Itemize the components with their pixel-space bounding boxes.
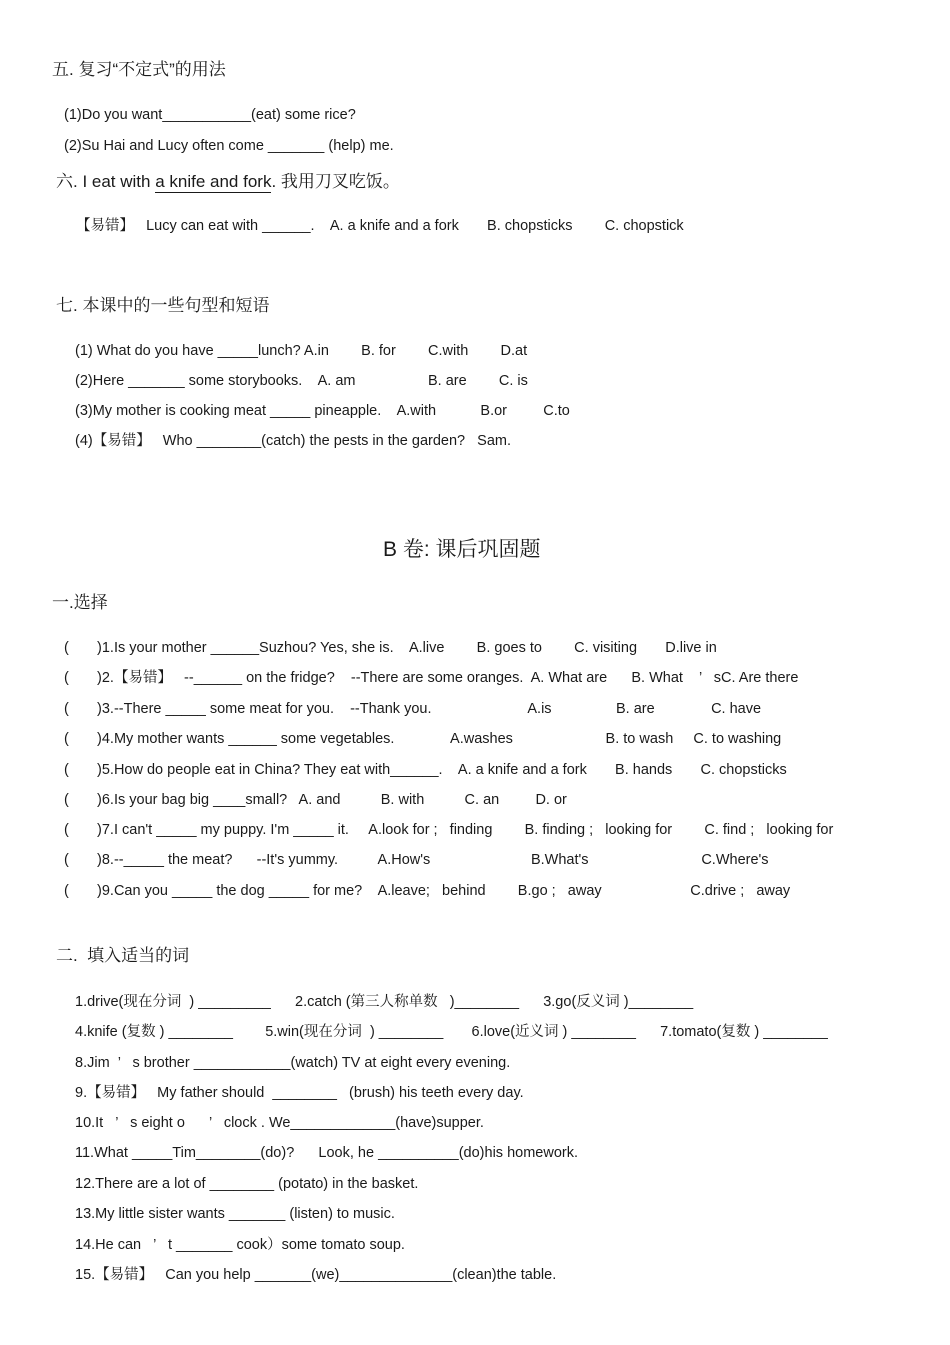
exercise-line: (1)Do you want___________(eat) some rice? — [64, 107, 356, 123]
section7-heading: 七. 本课中的一些句型和短语 — [56, 296, 270, 315]
choice-item: ( )4.My mother wants ______ some vegetables. A.washes B. to wash C. to washing — [64, 731, 782, 747]
fill-item: 4.knife (复数 ) ________ 5.win(现在分词 ) ________ 6.love(近义词 ) ________ 7.tomato(复数 ) ________ — [75, 1024, 828, 1040]
exercise-line: (2)Su Hai and Lucy often come _______ (help) me. — [64, 138, 394, 154]
choice-item: ( )1.Is your mother ______Suzhou? Yes, she is. A.live B. goes to C. visiting D.live in — [64, 640, 717, 656]
fill-item: 8.Jim ’ s brother ____________(watch) TV at eight every evening. — [75, 1055, 511, 1071]
part-b-title: B 卷: 课后巩固题 — [383, 538, 541, 561]
fill-item: 13.My little sister wants _______ (listen) to music. — [75, 1206, 395, 1222]
choice-item: ( )3.--There _____ some meat for you. --Thank you. A.is B. are C. have — [64, 701, 762, 717]
choice-heading: 一.选择 — [52, 593, 108, 612]
fill-heading: 二. 填入适当的词 — [56, 946, 190, 965]
exercise-line: 【易错】 Lucy can eat with ______. A. a knife and a fork B. chopsticks C. chopstick — [76, 218, 684, 234]
choice-item: ( )6.Is your bag big ____small? A. and B. with C. an D. or — [64, 792, 567, 808]
fill-item: 15.【易错】 Can you help _______(we)______________(clean)the table. — [75, 1267, 557, 1283]
exercise-line: (4)【易错】 Who ________(catch) the pests in the garden? Sam. — [75, 433, 512, 449]
section6-heading-underlined: a knife and fork — [155, 172, 272, 191]
section6-heading — [56, 173, 400, 191]
fill-item: 10.It ’ s eight o ’ clock . We_____________(have)supper. — [75, 1115, 484, 1131]
section5-heading: 五. 复习“不定式”的用法 — [52, 60, 226, 79]
exercise-line: (3)My mother is cooking meat _____ pineapple. A.with B.or C.to — [75, 403, 570, 419]
fill-item: 9.【易错】 My father should ________ (brush) his teeth every day. — [75, 1085, 524, 1101]
section6-heading-prefix: 六. I eat with — [56, 172, 156, 191]
fill-item: 14.He can ’ t _______ cook）some tomato soup. — [75, 1237, 405, 1253]
exercise-line: (2)Here _______ some storybooks. A. am B. are C. is — [75, 373, 528, 389]
choice-item: ( )2.【易错】 --______ on the fridge? --There are some oranges. A. What are B. What ’ sC. Are there — [64, 670, 799, 686]
choice-item: ( )9.Can you _____ the dog _____ for me? A.leave; behind B.go ; away C.drive ; away — [64, 883, 791, 899]
fill-item: 1.drive(现在分词 ) _________ 2.catch (第三人称单数 )________ 3.go(反义词 )________ — [75, 994, 694, 1010]
fill-item: 12.There are a lot of ________ (potato) in the basket. — [75, 1176, 419, 1192]
choice-item: ( )7.I can't _____ my puppy. I'm _____ it. A.look for ; finding B. finding ; looking for C. find ; looking for — [64, 822, 834, 838]
exercise-line: (1) What do you have _____lunch? A.in B. for C.with D.at — [75, 343, 528, 359]
choice-item: ( )5.How do people eat in China? They eat with______. A. a knife and a fork B. hands C. chopsticks — [64, 762, 787, 778]
fill-item: 11.What _____Tim________(do)? Look, he __________(do)his homework. — [75, 1145, 578, 1161]
section6-heading-suffix: . 我用刀叉吃饭。 — [271, 172, 400, 191]
choice-item: ( )8.--_____ the meat? --It's yummy. A.How's B.What's C.Where's — [64, 852, 769, 868]
